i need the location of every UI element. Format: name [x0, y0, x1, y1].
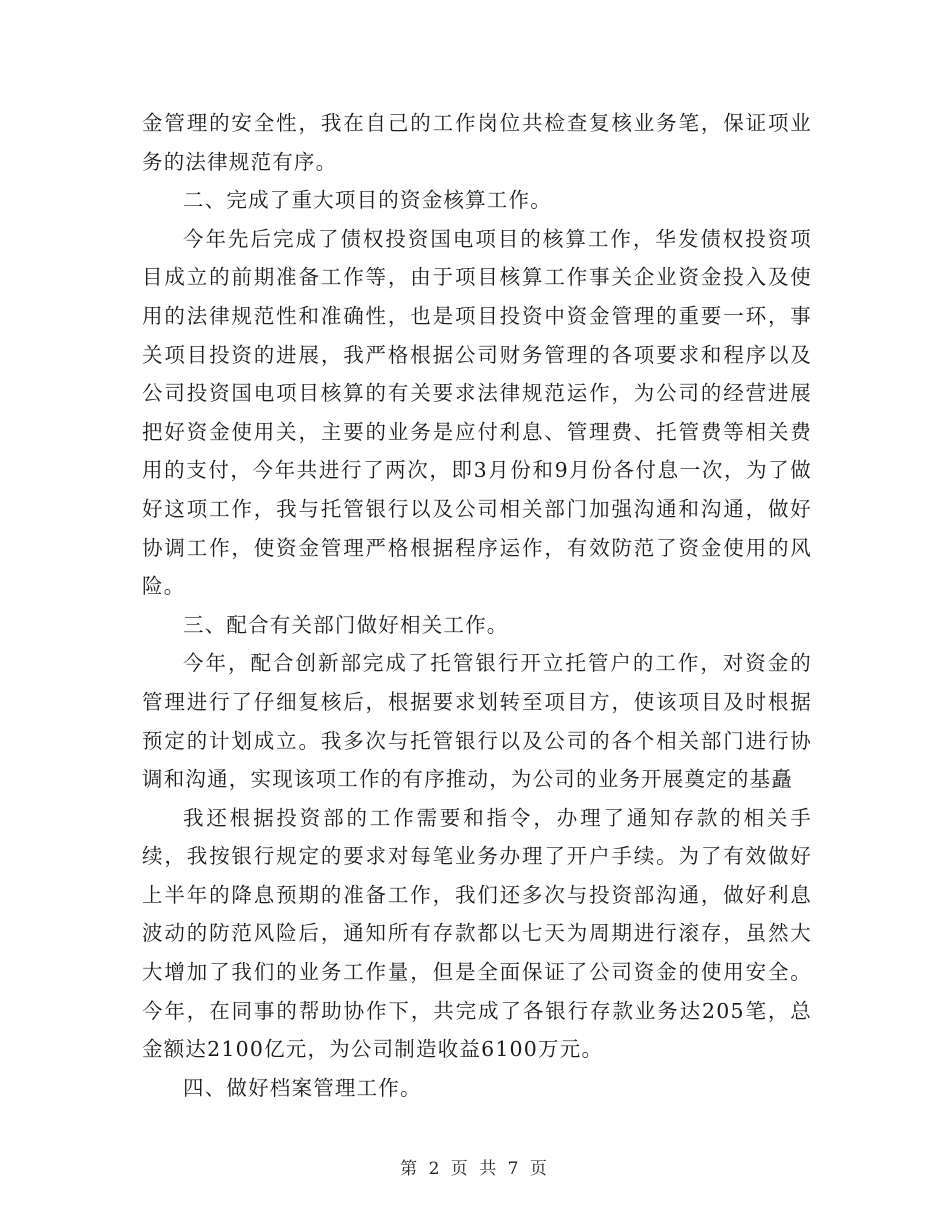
document-body [142, 104, 812, 1107]
paragraph-notice-deposits: 我还根据投资部的工作需要和指令，办理了通知存款的相关手续，我按银行规定的要求对每笔业务办理了开户手续。为了有效做好上半年的降息预期的准备工作，我们还多次与投资部沟通，做好利息波动的防范风险后，通知所有存款都以七天为周期进行滚存，虽然大大增加了我们的业务工作量，但是全面保证了公司资金的使用安全。今年，在同事的帮助协作下，共完成了各银行存款业务达205笔，总金额达2100亿元，为公司制造收益6100万元。 [142, 805, 812, 1062]
section-heading-3: 三、配合有关部门做好相关工作。 [183, 612, 509, 637]
section-heading-4: 四、做好档案管理工作。 [183, 1075, 422, 1100]
paragraph-custody-account: 今年，配合创新部完成了托管银行开立托管户的工作，对资金的管理进行了仔细复核后，根据要求划转至项目方，使该项目及时根据预定的计划成立。我多次与托管银行以及公司的各个相关部门进行协调和沟通，实现该项工作的有序推动，为公司的业务开展奠定的基矗 [142, 651, 812, 792]
paragraph-continuation: 金管理的安全性，我在自己的工作岗位共检查复核业务笔，保证项业务的法律规范有序。 [142, 111, 812, 174]
paragraph-fund-accounting: 今年先后完成了债权投资国电项目的核算工作，华发债权投资项目成立的前期准备工作等，由于项目核算工作事关企业资金投入及使用的法律规范性和准确性，也是项目投资中资金管理的重要一环，事关项目投资的进展，我严格根据公司财务管理的各项要求和程序以及公司投资国电项目核算的有关要求法律规范运作，为公司的经营进展把好资金使用关，主要的业务是应付利息、管理费、托管费等相关费用的支付，今年共进行了两次，即3月份和9月份各付息一次，为了做好这项工作，我与托管银行以及公司相关部门加强沟通和沟通，做好协调工作，使资金管理严格根据程序运作，有效防范了资金使用的风险。 [142, 226, 812, 599]
section-heading-2: 二、完成了重大项目的资金核算工作。 [183, 188, 552, 213]
page-number-footer: 第 2 页 共 7 页 [400, 1159, 550, 1179]
